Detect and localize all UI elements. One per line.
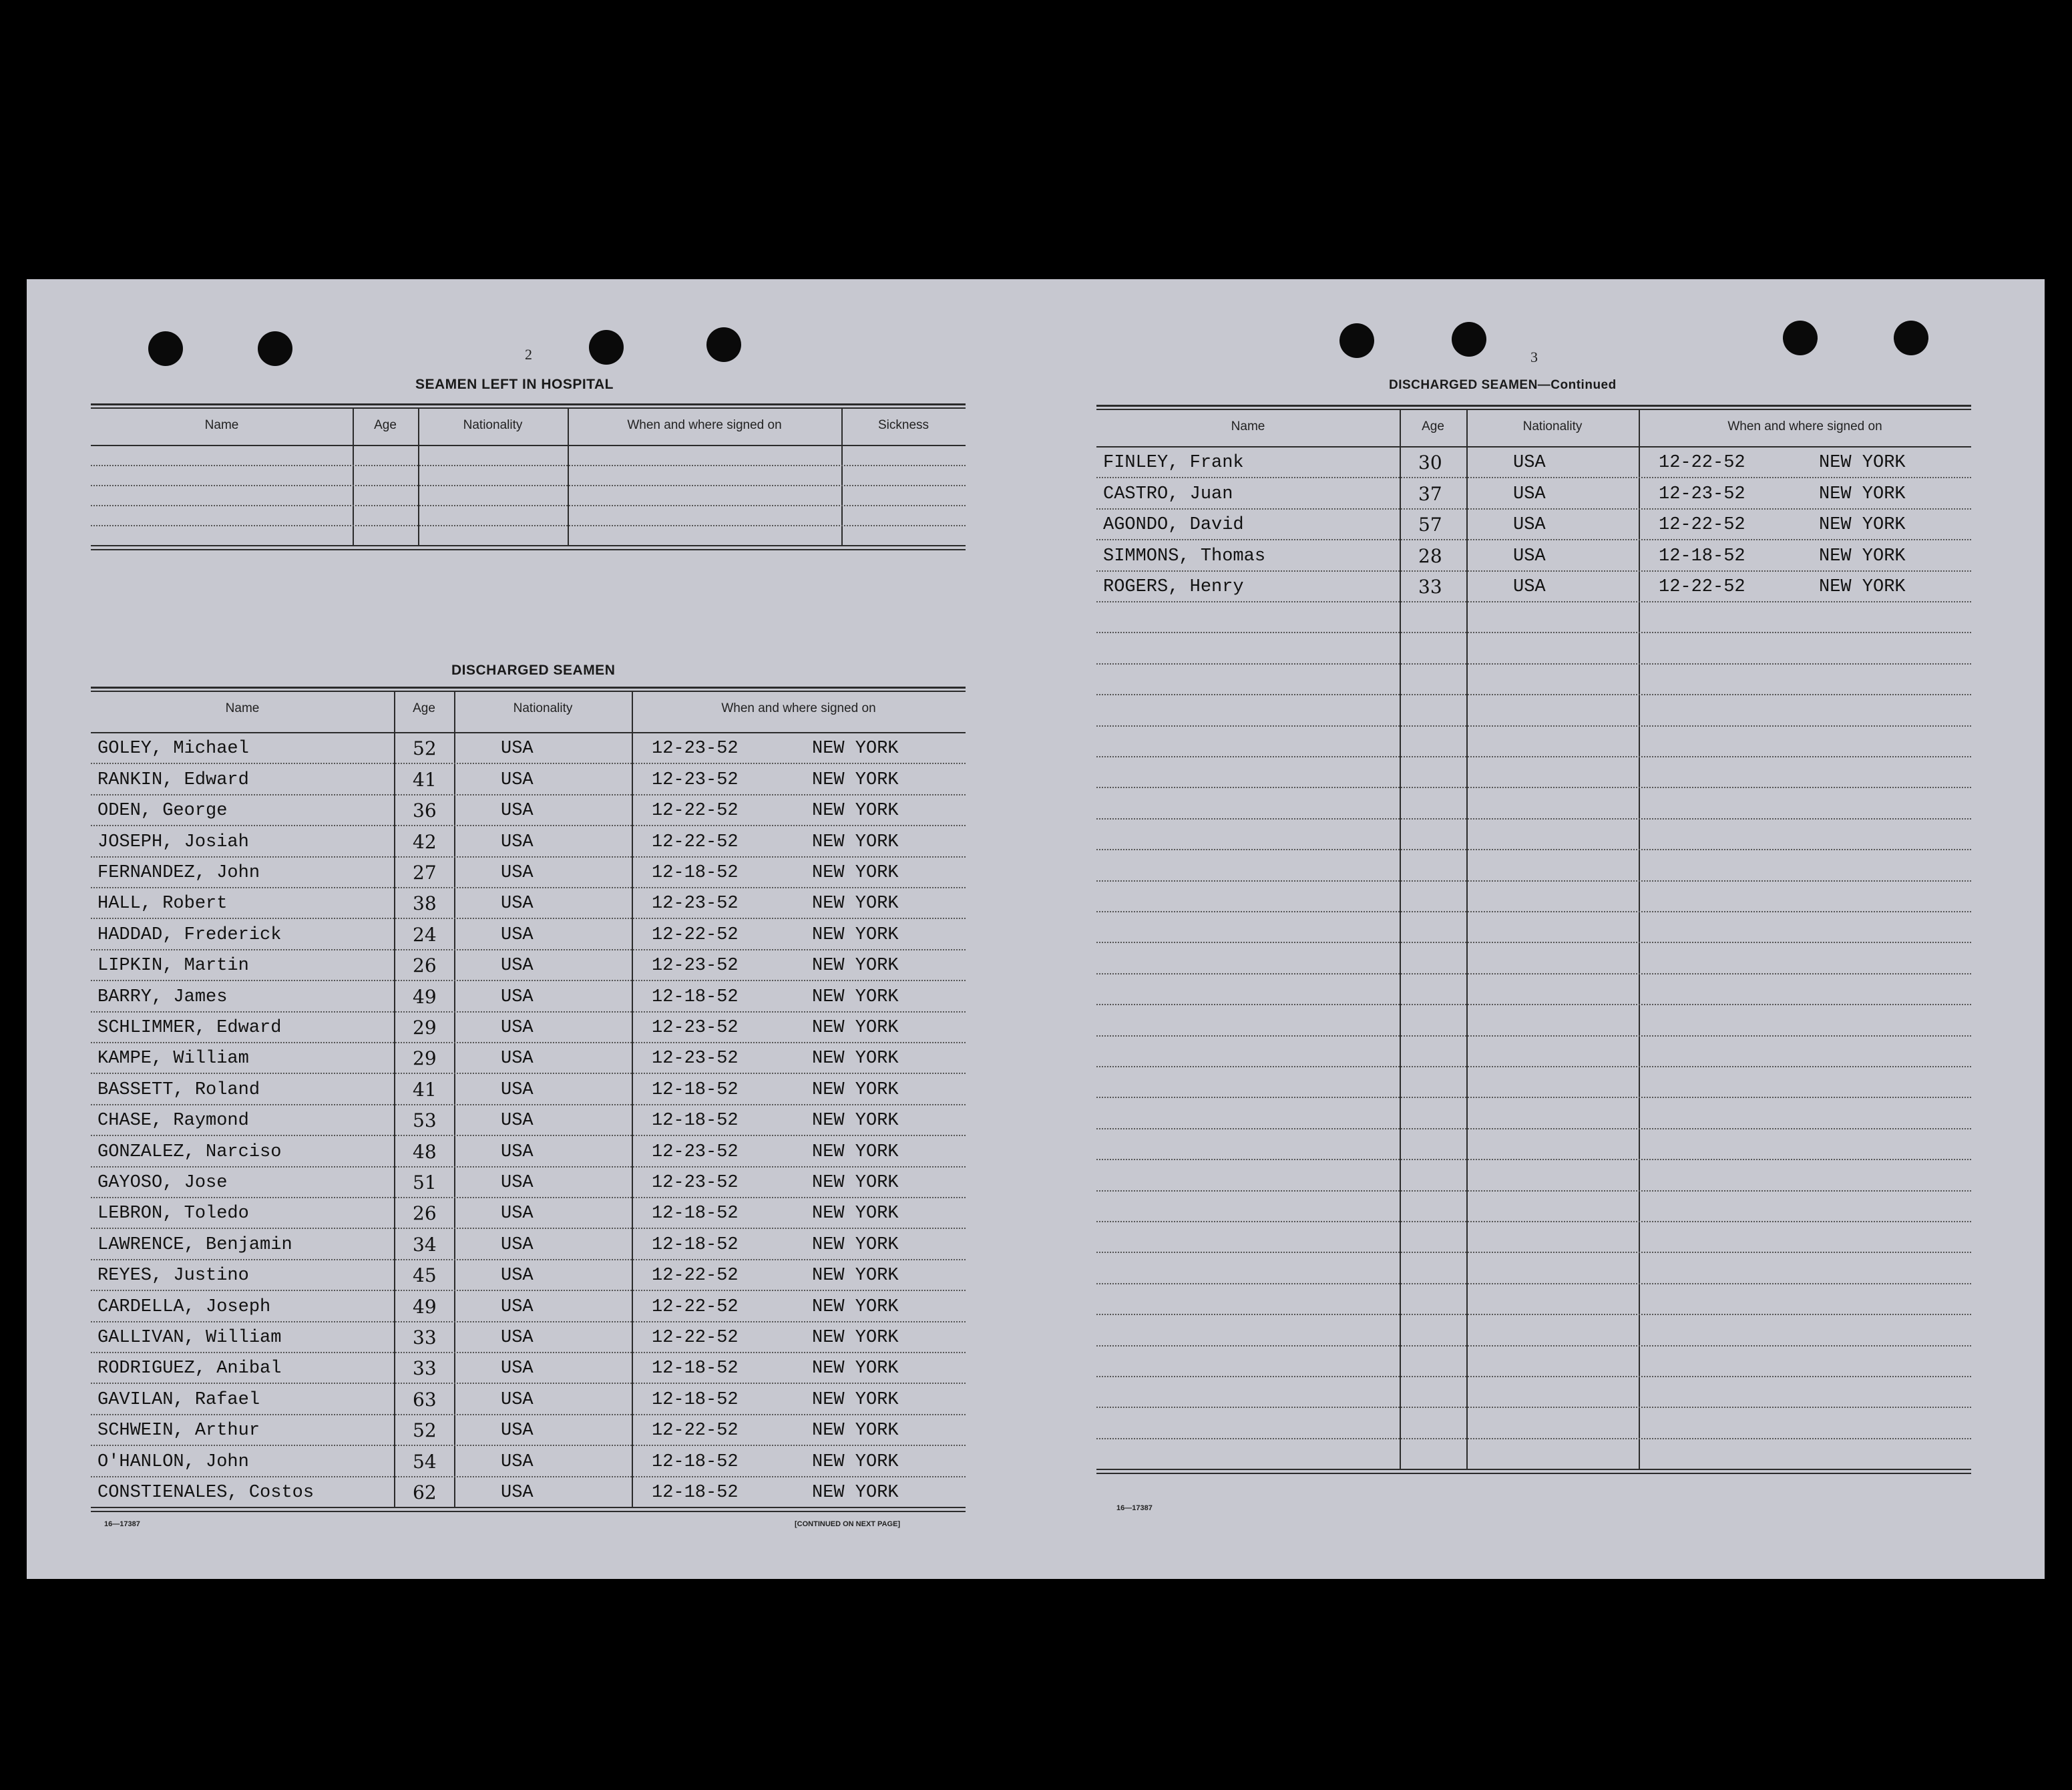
seaman-row-name: CHASE, Raymond <box>97 1111 249 1131</box>
row-rule <box>1096 1066 1971 1067</box>
row-rule <box>1096 756 1971 757</box>
seaman-row-place: NEW YORK <box>812 769 899 790</box>
row-rule <box>91 1166 966 1168</box>
row-rule <box>1096 1314 1971 1315</box>
row-rule <box>1096 570 1971 572</box>
seaman-row-place: NEW YORK <box>812 1204 899 1224</box>
table-bottom-rule <box>91 549 966 550</box>
row-rule <box>91 825 966 826</box>
seaman-row-place: NEW YORK <box>812 1018 899 1038</box>
page-number-left: 2 <box>525 346 532 363</box>
seaman-row-place: NEW YORK <box>812 1359 899 1379</box>
form-number-right: 16—17387 <box>1116 1504 1153 1512</box>
seaman-row-age: 33 <box>413 1326 437 1349</box>
seaman-row-date: 12-23-52 <box>652 739 739 759</box>
seaman-row-nationality: USA <box>501 1359 534 1379</box>
seaman-row-age: 52 <box>413 1419 437 1442</box>
seaman-row-date: 12-23-52 <box>652 1173 739 1193</box>
row-rule <box>91 505 966 506</box>
seaman-row-place: NEW YORK <box>812 832 899 852</box>
punch-hole <box>1894 321 1928 355</box>
table-bottom-rule <box>1096 1473 1971 1474</box>
seaman-row-name: O'HANLON, John <box>97 1451 249 1472</box>
seaman-row-age: 52 <box>413 737 437 760</box>
punch-hole <box>1783 321 1818 355</box>
seaman-row-place: NEW YORK <box>812 1079 899 1100</box>
seaman-row-age: 33 <box>413 1357 437 1380</box>
punch-hole <box>1339 323 1374 358</box>
column-header: Name <box>1231 419 1265 433</box>
table-bottom-rule <box>91 1507 966 1508</box>
column-header: Sickness <box>877 418 929 432</box>
row-rule <box>91 1290 966 1291</box>
table-bottom-rule <box>91 1511 966 1512</box>
seaman-row-date: 12-22-52 <box>652 801 739 822</box>
seaman-row-name: SCHWEIN, Arthur <box>97 1421 260 1441</box>
seaman-row-date: 12-22-52 <box>652 1421 739 1441</box>
row-rule <box>91 1135 966 1136</box>
column-header: When and where signed on <box>721 701 876 715</box>
seaman-row-nationality: USA <box>501 1483 534 1503</box>
column-divider <box>394 691 395 1507</box>
seaman-row-name: JOSEPH, Josiah <box>97 832 249 852</box>
row-rule <box>1096 1128 1971 1129</box>
seaman-row-name: KAMPE, William <box>97 1049 249 1069</box>
row-rule <box>91 1476 966 1477</box>
seaman-row-continued-place: NEW YORK <box>1819 484 1906 504</box>
seaman-row-date: 12-23-52 <box>652 1018 739 1038</box>
seaman-row-nationality: USA <box>501 769 534 790</box>
seaman-row-age: 26 <box>413 1202 437 1225</box>
table-bottom-rule <box>91 545 966 546</box>
form-number-left: 16—17387 <box>104 1520 140 1528</box>
row-rule <box>1096 1252 1971 1253</box>
row-rule <box>1096 694 1971 695</box>
row-rule <box>1096 1004 1971 1005</box>
seaman-row-name: HADDAD, Frederick <box>97 924 282 945</box>
seaman-row-name: GAYOSO, Jose <box>97 1173 228 1193</box>
seaman-row-continued-place: NEW YORK <box>1819 453 1906 474</box>
seaman-row-place: NEW YORK <box>812 1141 899 1162</box>
row-rule <box>91 980 966 981</box>
seaman-row-continued-nationality: USA <box>1513 515 1546 536</box>
row-rule <box>91 887 966 888</box>
column-divider <box>454 691 455 1507</box>
row-rule <box>1096 787 1971 788</box>
seaman-row-place: NEW YORK <box>812 1421 899 1441</box>
seaman-row-nationality: USA <box>501 1234 534 1255</box>
column-header: When and where signed on <box>1727 419 1882 433</box>
seaman-row-date: 12-18-52 <box>652 1359 739 1379</box>
seaman-row-age: 24 <box>413 923 437 946</box>
table-top-rule <box>91 691 966 692</box>
seaman-row-name: GONZALEZ, Narciso <box>97 1141 282 1162</box>
seaman-row-date: 12-23-52 <box>652 1049 739 1069</box>
row-rule <box>91 525 966 526</box>
table-top-rule <box>91 403 966 405</box>
seaman-row-continued-date: 12-22-52 <box>1659 577 1745 597</box>
seaman-row-continued-age: 30 <box>1418 452 1442 474</box>
seaman-row-continued-name: ROGERS, Henry <box>1103 577 1244 597</box>
seaman-row-name: LAWRENCE, Benjamin <box>97 1234 292 1255</box>
seaman-row-continued-name: SIMMONS, Thomas <box>1103 546 1266 566</box>
seaman-row-place: NEW YORK <box>812 956 899 976</box>
row-rule <box>91 1228 966 1229</box>
column-header: When and where signed on <box>627 418 782 432</box>
seaman-row-date: 12-18-52 <box>652 1234 739 1255</box>
seaman-row-place: NEW YORK <box>812 1266 899 1286</box>
table-top-rule <box>1096 409 1971 410</box>
row-rule <box>1096 1438 1971 1439</box>
seaman-row-name: CARDELLA, Joseph <box>97 1296 271 1317</box>
seaman-row-nationality: USA <box>501 1328 534 1348</box>
seaman-row-date: 12-23-52 <box>652 1141 739 1162</box>
seaman-row-nationality: USA <box>501 1049 534 1069</box>
seaman-row-continued-nationality: USA <box>1513 546 1546 566</box>
row-rule <box>91 1011 966 1013</box>
seaman-row-age: 45 <box>413 1264 437 1287</box>
seaman-row-place: NEW YORK <box>812 1111 899 1131</box>
punch-hole <box>589 330 624 365</box>
seaman-row-name: BASSETT, Roland <box>97 1079 260 1100</box>
seaman-row-continued-name: CASTRO, Juan <box>1103 484 1233 504</box>
column-divider <box>1400 409 1401 1469</box>
seaman-row-date: 12-18-52 <box>652 1111 739 1131</box>
seaman-row-date: 12-23-52 <box>652 894 739 914</box>
row-rule <box>1096 725 1971 727</box>
seaman-row-age: 29 <box>413 1047 437 1070</box>
row-rule <box>91 1073 966 1074</box>
row-rule <box>91 465 966 466</box>
column-divider <box>1639 409 1640 1469</box>
seaman-row-continued-nationality: USA <box>1513 577 1546 597</box>
row-rule <box>1096 1035 1971 1037</box>
seaman-row-date: 12-18-52 <box>652 1451 739 1472</box>
seaman-row-continued-name: FINLEY, Frank <box>1103 453 1244 474</box>
seaman-row-place: NEW YORK <box>812 894 899 914</box>
row-rule <box>1096 1097 1971 1098</box>
seaman-row-age: 26 <box>413 954 437 977</box>
discharged-title: DISCHARGED SEAMEN <box>451 663 616 678</box>
seaman-row-name: GAVILAN, Rafael <box>97 1389 260 1410</box>
seaman-row-age: 49 <box>413 985 437 1008</box>
seaman-row-name: HALL, Robert <box>97 894 228 914</box>
seaman-row-name: ODEN, George <box>97 801 228 822</box>
document-sheet <box>27 279 2045 1579</box>
seaman-row-place: NEW YORK <box>812 1296 899 1317</box>
seaman-row-place: NEW YORK <box>812 863 899 883</box>
column-header: Name <box>204 418 239 432</box>
continued-note: [CONTINUED ON NEXT PAGE] <box>795 1520 901 1528</box>
row-rule <box>91 1321 966 1322</box>
seaman-row-nationality: USA <box>501 894 534 914</box>
seaman-row-age: 53 <box>413 1109 437 1132</box>
table-top-rule <box>1096 405 1971 407</box>
seaman-row-nationality: USA <box>501 1111 534 1131</box>
row-rule <box>91 1042 966 1043</box>
table-bottom-rule <box>1096 1469 1971 1470</box>
row-rule <box>1096 477 1971 478</box>
seaman-row-place: NEW YORK <box>812 801 899 822</box>
seaman-row-age: 42 <box>413 830 437 853</box>
row-rule <box>91 1445 966 1446</box>
row-rule <box>1096 880 1971 882</box>
row-rule <box>1096 539 1971 540</box>
row-rule <box>1096 632 1971 633</box>
seaman-row-age: 49 <box>413 1295 437 1318</box>
seaman-row-continued-name: AGONDO, David <box>1103 515 1244 536</box>
seaman-row-place: NEW YORK <box>812 1234 899 1255</box>
page-number-right: 3 <box>1530 349 1538 365</box>
seaman-row-name: SCHLIMMER, Edward <box>97 1018 282 1038</box>
seaman-row-place: NEW YORK <box>812 1328 899 1348</box>
seaman-row-continued-nationality: USA <box>1513 453 1546 474</box>
row-rule <box>91 485 966 486</box>
seaman-row-date: 12-18-52 <box>652 987 739 1007</box>
seaman-row-name: GOLEY, Michael <box>97 739 249 759</box>
seaman-row-name: RANKIN, Edward <box>97 769 249 790</box>
seaman-row-nationality: USA <box>501 1421 534 1441</box>
seaman-row-date: 12-23-52 <box>652 769 739 790</box>
row-rule <box>1096 601 1971 602</box>
seaman-row-date: 12-22-52 <box>652 1266 739 1286</box>
seaman-row-date: 12-18-52 <box>652 1079 739 1100</box>
row-rule <box>91 1352 966 1353</box>
column-header: Age <box>1422 419 1444 433</box>
seaman-row-continued-age: 37 <box>1418 482 1442 505</box>
seaman-row-continued-date: 12-23-52 <box>1659 484 1745 504</box>
seaman-row-continued-age: 28 <box>1418 544 1442 567</box>
seaman-row-name: FERNANDEZ, John <box>97 863 260 883</box>
seaman-row-name: REYES, Justino <box>97 1266 249 1286</box>
seaman-row-continued-place: NEW YORK <box>1819 515 1906 536</box>
seaman-row-date: 12-22-52 <box>652 1328 739 1348</box>
seaman-row-continued-age: 33 <box>1418 576 1442 598</box>
seaman-row-nationality: USA <box>501 1141 534 1162</box>
row-rule <box>91 1383 966 1384</box>
row-rule <box>1096 818 1971 820</box>
row-rule <box>1096 508 1971 510</box>
seaman-row-continued-place: NEW YORK <box>1819 577 1906 597</box>
seaman-row-continued-age: 57 <box>1418 514 1442 536</box>
seaman-row-age: 41 <box>413 1078 437 1101</box>
seaman-row-name: GALLIVAN, William <box>97 1328 282 1348</box>
seaman-row-date: 12-23-52 <box>652 956 739 976</box>
row-rule <box>91 1414 966 1415</box>
row-rule <box>91 1259 966 1260</box>
seaman-row-age: 36 <box>413 799 437 822</box>
seaman-row-date: 12-18-52 <box>652 1204 739 1224</box>
row-rule <box>1096 1407 1971 1408</box>
row-rule <box>1096 973 1971 974</box>
row-rule <box>91 949 966 950</box>
row-rule <box>91 763 966 764</box>
punch-hole <box>258 331 292 366</box>
row-rule <box>1096 849 1971 850</box>
seaman-row-nationality: USA <box>501 924 534 945</box>
seaman-row-age: 62 <box>413 1481 437 1503</box>
seaman-row-name: CONSTIENALES, Costos <box>97 1483 315 1503</box>
column-header: Name <box>225 701 260 715</box>
table-top-rule <box>91 407 966 409</box>
seaman-row-date: 12-22-52 <box>652 1296 739 1317</box>
row-rule <box>1096 942 1971 943</box>
column-header: Nationality <box>513 701 573 715</box>
header-rule <box>91 732 966 733</box>
row-rule <box>91 794 966 795</box>
row-rule <box>91 856 966 858</box>
seaman-row-age: 38 <box>413 892 437 915</box>
punch-hole <box>1452 322 1486 357</box>
seaman-row-continued-date: 12-22-52 <box>1659 515 1745 536</box>
seaman-row-nationality: USA <box>501 1296 534 1317</box>
row-rule <box>91 1104 966 1105</box>
row-rule <box>1096 1283 1971 1284</box>
column-header: Nationality <box>1522 419 1583 433</box>
header-rule <box>91 445 966 446</box>
seaman-row-nationality: USA <box>501 739 534 759</box>
seaman-row-nationality: USA <box>501 832 534 852</box>
seaman-row-date: 12-22-52 <box>652 832 739 852</box>
seaman-row-date: 12-18-52 <box>652 1389 739 1410</box>
row-rule <box>1096 663 1971 665</box>
seaman-row-date: 12-18-52 <box>652 1483 739 1503</box>
header-rule <box>1096 446 1971 448</box>
seaman-row-name: LEBRON, Toledo <box>97 1204 249 1224</box>
row-rule <box>1096 1159 1971 1160</box>
column-header: Nationality <box>463 418 523 432</box>
seaman-row-age: 63 <box>413 1388 437 1411</box>
seaman-row-nationality: USA <box>501 1079 534 1100</box>
seaman-row-nationality: USA <box>501 1018 534 1038</box>
column-divider <box>632 691 633 1507</box>
seaman-row-nationality: USA <box>501 801 534 822</box>
seaman-row-nationality: USA <box>501 1266 534 1286</box>
seaman-row-date: 12-22-52 <box>652 924 739 945</box>
right-page-title: DISCHARGED SEAMEN—Continued <box>1389 378 1617 392</box>
column-header: Age <box>413 701 435 715</box>
row-rule <box>1096 1376 1971 1377</box>
seaman-row-age: 34 <box>413 1233 437 1256</box>
seaman-row-age: 48 <box>413 1140 437 1163</box>
seaman-row-place: NEW YORK <box>812 924 899 945</box>
seaman-row-continued-place: NEW YORK <box>1819 546 1906 566</box>
row-rule <box>1096 1221 1971 1222</box>
seaman-row-place: NEW YORK <box>812 1483 899 1503</box>
seaman-row-continued-date: 12-22-52 <box>1659 453 1745 474</box>
seaman-row-continued-nationality: USA <box>1513 484 1546 504</box>
table-top-rule <box>91 687 966 689</box>
seaman-row-nationality: USA <box>501 987 534 1007</box>
seaman-row-age: 54 <box>413 1450 437 1473</box>
seaman-row-date: 12-18-52 <box>652 863 739 883</box>
punch-hole <box>706 327 741 362</box>
row-rule <box>1096 1190 1971 1192</box>
seaman-row-continued-date: 12-18-52 <box>1659 546 1745 566</box>
seaman-row-nationality: USA <box>501 1389 534 1410</box>
seaman-row-nationality: USA <box>501 863 534 883</box>
seaman-row-place: NEW YORK <box>812 1451 899 1472</box>
seaman-row-place: NEW YORK <box>812 987 899 1007</box>
seaman-row-place: NEW YORK <box>812 739 899 759</box>
row-rule <box>91 918 966 919</box>
seaman-row-age: 41 <box>413 768 437 791</box>
seaman-row-nationality: USA <box>501 1451 534 1472</box>
seaman-row-name: LIPKIN, Martin <box>97 956 249 976</box>
row-rule <box>91 1197 966 1198</box>
hospital-title: SEAMEN LEFT IN HOSPITAL <box>415 377 614 392</box>
seaman-row-nationality: USA <box>501 1173 534 1193</box>
row-rule <box>1096 911 1971 912</box>
column-header: Age <box>374 418 397 432</box>
seaman-row-nationality: USA <box>501 1204 534 1224</box>
column-divider <box>1466 409 1468 1469</box>
seaman-row-name: BARRY, James <box>97 987 228 1007</box>
seaman-row-age: 51 <box>413 1172 437 1194</box>
seaman-row-age: 27 <box>413 862 437 884</box>
punch-hole <box>148 331 183 366</box>
seaman-row-age: 29 <box>413 1017 437 1039</box>
seaman-row-place: NEW YORK <box>812 1389 899 1410</box>
seaman-row-name: RODRIGUEZ, Anibal <box>97 1359 282 1379</box>
seaman-row-place: NEW YORK <box>812 1049 899 1069</box>
row-rule <box>1096 1345 1971 1347</box>
seaman-row-place: NEW YORK <box>812 1173 899 1193</box>
seaman-row-nationality: USA <box>501 956 534 976</box>
